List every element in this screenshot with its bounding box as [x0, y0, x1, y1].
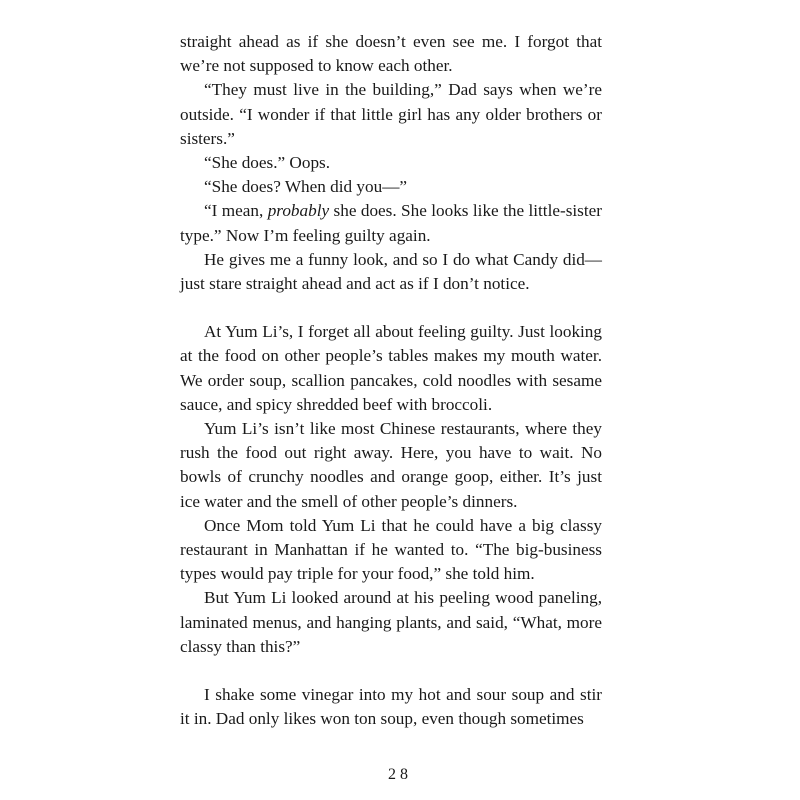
paragraph: straight ahead as if she doesn’t even see me. I forgot that we’re not supposed to know each other.: [180, 32, 602, 76]
paragraph: He gives me a funny look, and so I do what Candy did—just stare straight ahead and act as if I don’t notice.: [180, 249, 602, 294]
section-break: [180, 659, 602, 683]
paragraph: At Yum Li’s, I forget all about feeling guilty. Just looking at the food on other people’s tables makes my mouth water. We order soup, scallion pancakes, cold noodles with sesame sauce, and spicy shredded beef with broccoli.: [180, 322, 602, 414]
paragraph: [180, 199, 602, 247]
paragraph: “They must live in the building,” Dad says when we’re outside. “I wonder if that little girl has any older brothers or sisters.”: [180, 80, 602, 148]
emphasized-word: probably: [267, 201, 330, 221]
paragraph: “She does? When did you—”: [204, 177, 408, 197]
paragraph-text: she does. She looks like the little-sister type.” Now I’m feeling guilty again.: [180, 201, 602, 245]
paragraph-text: “I mean,: [204, 201, 268, 221]
paragraph: “She does.” Oops.: [204, 153, 331, 173]
paragraph: Yum Li’s isn’t like most Chinese restaurants, where they rush the food out right away. Here, you have to wait. No bowls of crunchy noodles and orange goop, either. It’s just ice water and the smell of other people’s dinners.: [180, 419, 602, 511]
paragraph: I shake some vinegar into my hot and sour soup and stir it in. Dad only likes won ton soup, even though sometimes: [180, 685, 602, 729]
section-break: [180, 296, 602, 320]
page-number: 28: [388, 766, 412, 783]
book-page-body: [180, 30, 602, 731]
paragraph: Once Mom told Yum Li that he could have a big classy restaurant in Manhattan if he wanted to. “The big-business types would pay triple for your food,” she told him.: [180, 515, 602, 584]
paragraph: But Yum Li looked around at his peeling wood paneling, laminated menus, and hanging plants, and said, “What, more classy than this?”: [180, 588, 602, 656]
